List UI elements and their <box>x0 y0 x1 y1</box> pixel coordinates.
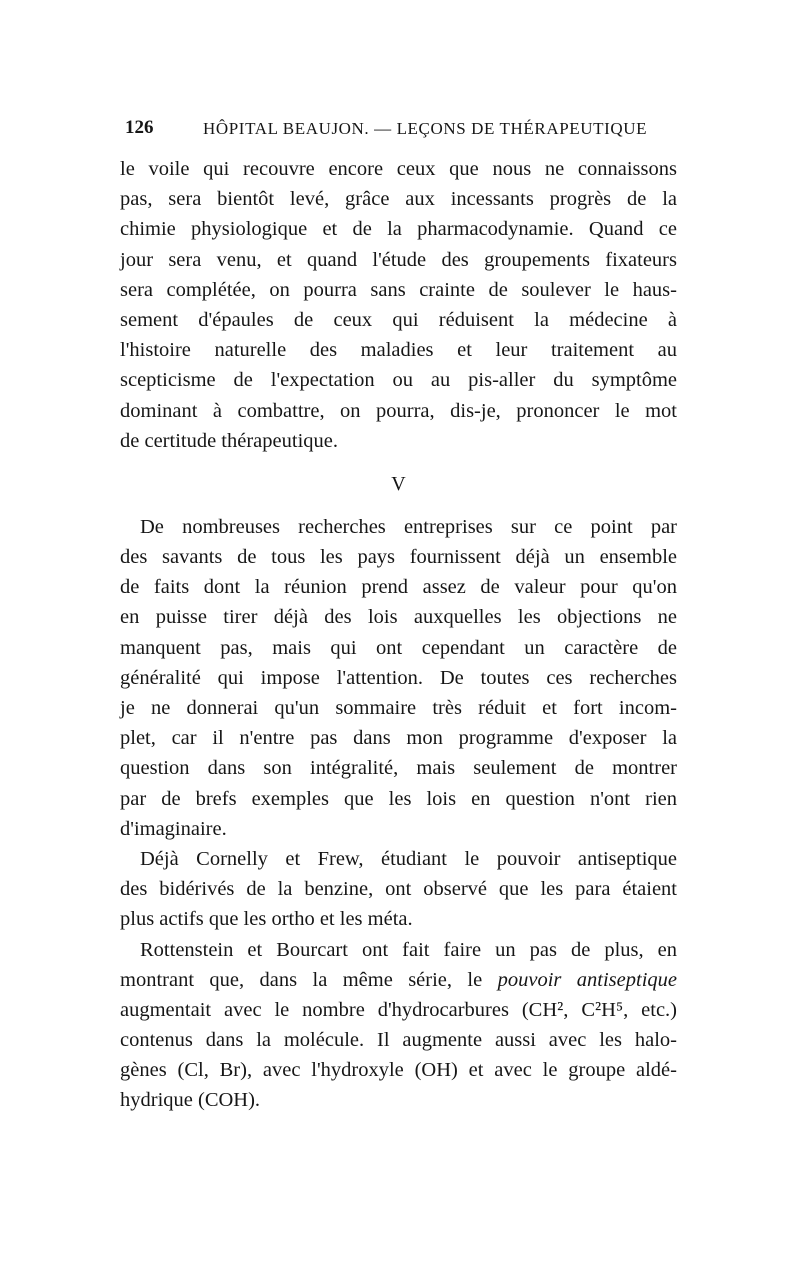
text-line: des savants de tous les pays fournissent déjà un ensemble <box>120 546 677 569</box>
text-line: je ne donnerai qu'un sommaire très réduit et fort incom- <box>120 697 677 719</box>
text-line <box>120 965 677 995</box>
text-line: question dans son intégralité, mais seulement de montrer <box>120 757 677 780</box>
text-line: de certitude thérapeutique. <box>120 429 338 452</box>
text-line: généralité qui impose l'attention. De toutes ces recherches <box>120 666 677 689</box>
section-heading: V <box>391 472 406 495</box>
text-line: contenus dans la molécule. Il augmente aussi avec les halo- <box>120 1029 677 1052</box>
text-line: chimie physiologique et de la pharmacodynamie. Quand ce <box>120 218 677 241</box>
text-line: scepticisme de l'expectation ou au pis-aller du symptôme <box>120 369 677 392</box>
body-text <box>120 154 677 1116</box>
text-line: pas, sera bientôt levé, grâce aux incessants progrès de la <box>120 188 677 211</box>
paragraph-4 <box>120 935 677 1116</box>
text-line: plet, car il n'entre pas dans mon programme d'exposer la <box>120 727 677 750</box>
text-line: par de brefs exemples que les lois en question n'ont rien <box>120 787 677 810</box>
text-line: des bidérivés de la benzine, ont observé que les para étaient <box>120 878 677 901</box>
text-line: gènes (Cl, Br), avec l'hydroxyle (OH) et avec le groupe aldé- <box>120 1059 677 1082</box>
text-line: de faits dont la réunion prend assez de valeur pour qu'on <box>120 576 677 599</box>
paragraph-3 <box>120 844 677 935</box>
text-line: De nombreuses recherches entreprises sur ce point par <box>140 515 677 538</box>
running-title: HÔPITAL BEAUJON. — LEÇONS DE THÉRAPEUTIQUE <box>203 119 648 138</box>
text-line: plus actifs que les ortho et les méta. <box>120 908 413 931</box>
text-line: jour sera venu, et quand l'étude des groupements fixateurs <box>120 248 677 271</box>
paragraph-1 <box>120 154 677 456</box>
page-number: 126 <box>125 117 154 138</box>
text-line: sera complétée, on pourra sans crainte de soulever le haus- <box>120 278 677 301</box>
text-line: hydrique (COH). <box>120 1089 261 1112</box>
text-line: Déjà Cornelly et Frew, étudiant le pouvoir antiseptique <box>140 847 677 870</box>
paragraph-2 <box>120 512 677 844</box>
text-line: sement d'épaules de ceux qui réduisent la médecine à <box>120 308 677 331</box>
text-line: l'histoire naturelle des maladies et leur traitement au <box>120 339 677 362</box>
text-line: augmentait avec le nombre d'hydrocarbures (CH², C²H⁵, etc.) <box>120 998 677 1021</box>
text-span: montrant que, dans la même série, le <box>120 968 498 991</box>
text-line: manquent pas, mais qui ont cependant un caractère de <box>120 636 677 659</box>
running-header <box>125 117 675 141</box>
text-line: dominant à combattre, on pourra, dis-je, prononcer le mot <box>120 399 677 422</box>
italic-term: pouvoir antiseptique <box>497 968 677 991</box>
text-line: Rottenstein et Bourcart ont fait faire un pas de plus, en <box>140 938 677 961</box>
text-line: le voile qui recouvre encore ceux que nous ne connaissons <box>120 158 677 180</box>
text-line: d'imaginaire. <box>120 817 227 840</box>
text-line: en puisse tirer déjà des lois auxquelles les objections ne <box>120 606 677 629</box>
